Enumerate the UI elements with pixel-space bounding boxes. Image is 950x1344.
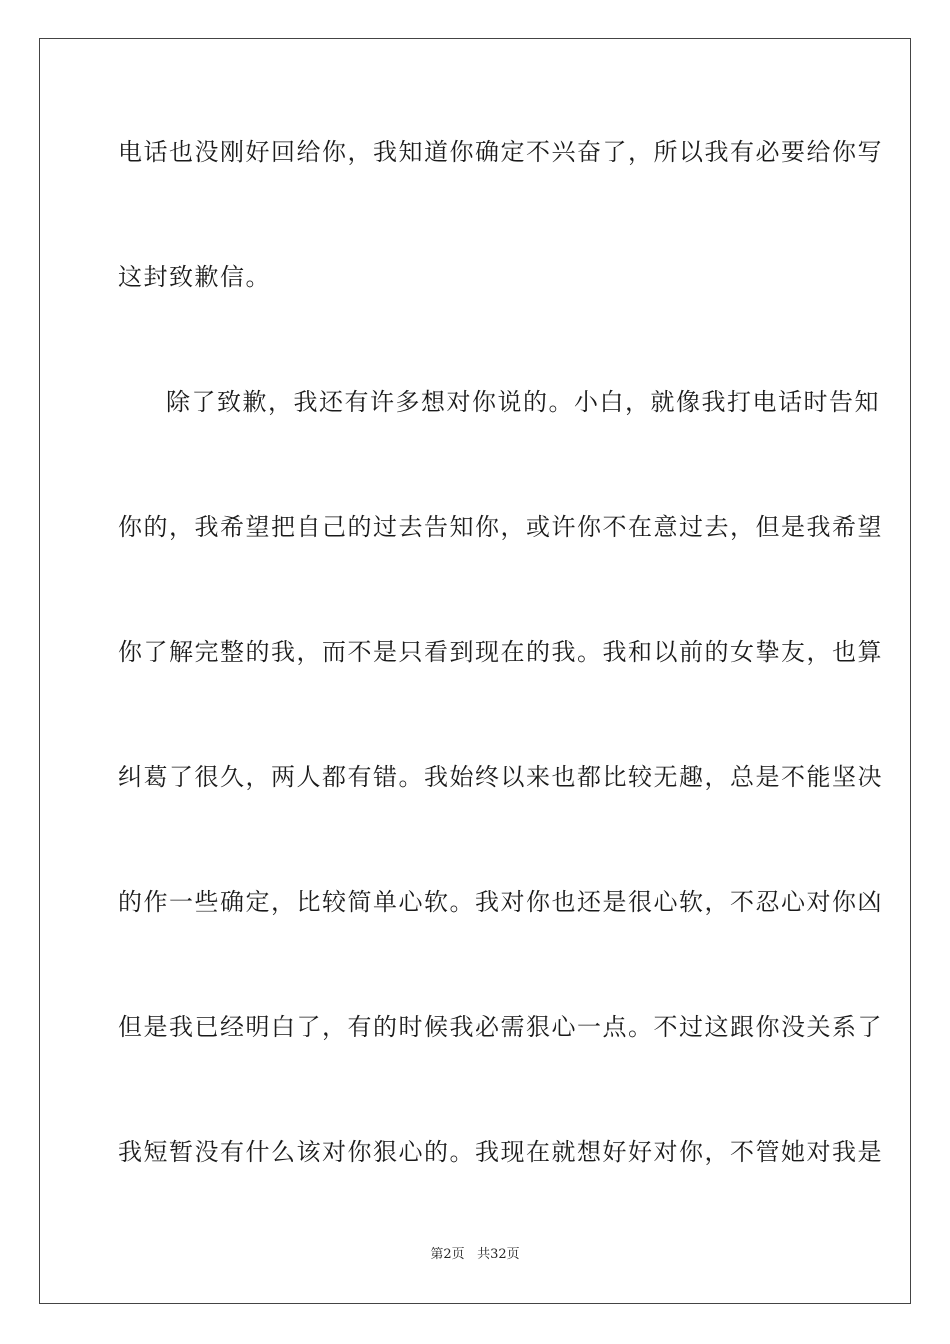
text-line-4: 你的，我希望把自己的过去告知你，或许你不在意过去，但是我希望 xyxy=(118,513,883,541)
text-line-6: 纠葛了很久，两人都有错。我始终以来也都比较无趣，总是不能坚决 xyxy=(118,763,883,791)
text-line-7: 的作一些确定，比较简单心软。我对你也还是很心软，不忍心对你凶 xyxy=(118,888,883,916)
total-page-count: 共32页 xyxy=(477,1247,520,1262)
text-line-3: 除了致歉，我还有许多想对你说的。小白，就像我打电话时告知 xyxy=(166,388,880,416)
current-page-number: 第2页 xyxy=(430,1247,465,1262)
text-line-8: 但是我已经明白了，有的时候我必需狠心一点。不过这跟你没关系了 xyxy=(118,1013,883,1041)
text-line-2: 这封致歉信。 xyxy=(118,263,271,291)
text-line-1: 电话也没刚好回给你，我知道你确定不兴奋了，所以我有必要给你写 xyxy=(118,138,883,166)
text-line-5: 你了解完整的我，而不是只看到现在的我。我和以前的女挚友，也算 xyxy=(118,638,883,666)
page-footer xyxy=(0,1246,950,1264)
text-line-9: 我短暂没有什么该对你狠心的。我现在就想好好对你，不管她对我是 xyxy=(118,1138,883,1166)
page-border xyxy=(39,38,911,1304)
